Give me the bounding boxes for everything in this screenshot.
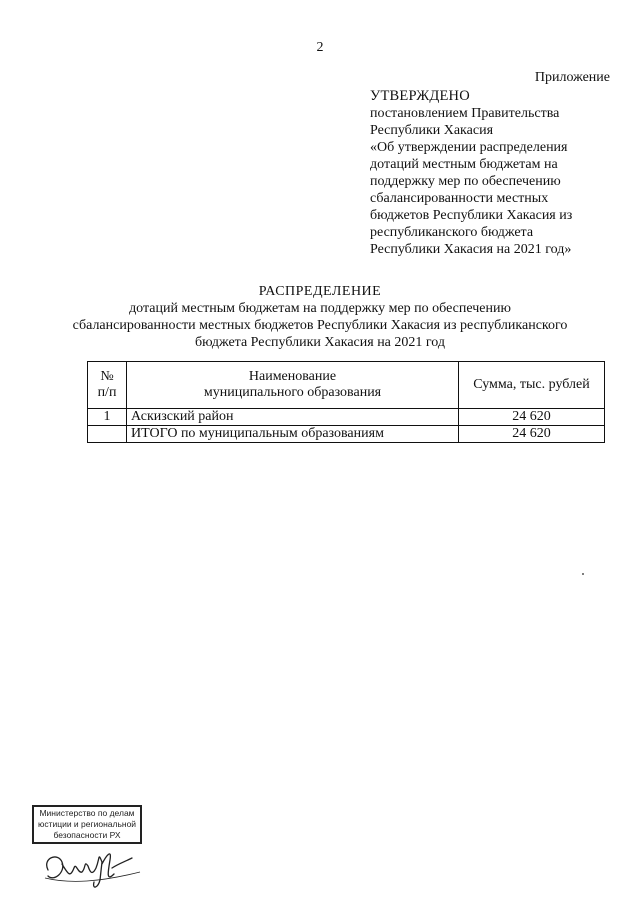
approval-heading: УТВЕРЖДЕНО bbox=[370, 88, 470, 104]
header-name-line: муниципального образования bbox=[203, 385, 382, 400]
header-number-line: п/п bbox=[97, 385, 117, 400]
title-line: сбалансированности местных бюджетов Республики Хакасия из республиканского bbox=[72, 318, 568, 333]
total-number-cell bbox=[88, 426, 127, 443]
scan-speck bbox=[582, 573, 584, 575]
table-header-row bbox=[88, 362, 605, 409]
row-sum: 24 620 bbox=[459, 409, 605, 426]
approval-line: дотаций местным бюджетам на bbox=[370, 157, 558, 172]
stamp-line: Министерство по делам bbox=[39, 808, 135, 818]
header-number-line: № bbox=[100, 369, 114, 384]
header-name bbox=[127, 362, 459, 409]
header-number bbox=[88, 362, 127, 409]
title-line: дотаций местным бюджетам на поддержку мер по обеспечению bbox=[129, 301, 511, 316]
row-name: Аскизский район bbox=[127, 409, 459, 426]
document-title bbox=[0, 283, 640, 351]
approval-block bbox=[370, 88, 610, 258]
appendix-label: Приложение bbox=[534, 70, 610, 85]
approval-line: республиканского бюджета bbox=[370, 225, 534, 240]
title-line: бюджета Республики Хакасия на 2021 год bbox=[194, 335, 446, 350]
approval-line: бюджетов Республики Хакасия из bbox=[370, 208, 573, 223]
header-name-line: Наименование bbox=[248, 369, 337, 384]
approval-line: постановлением Правительства bbox=[370, 106, 560, 121]
stamp-line: юстиции и региональной bbox=[37, 819, 137, 829]
header-sum: Сумма, тыс. рублей bbox=[459, 362, 605, 409]
total-label: ИТОГО по муниципальным образованиям bbox=[127, 426, 459, 443]
row-number: 1 bbox=[88, 409, 127, 426]
handwritten-signature bbox=[40, 838, 150, 893]
total-sum: 24 620 bbox=[459, 426, 605, 443]
page-number: 2 bbox=[316, 40, 324, 55]
stamp-line: безопасности РХ bbox=[53, 830, 121, 840]
approval-line: Республики Хакасия на 2021 год» bbox=[370, 242, 572, 257]
approval-line: Республики Хакасия bbox=[370, 123, 494, 138]
approval-line: «Об утверждении распределения bbox=[370, 140, 568, 155]
approval-line: сбалансированности местных bbox=[370, 191, 549, 206]
distribution-table bbox=[87, 361, 605, 443]
table-total-row bbox=[88, 426, 605, 443]
approval-line: поддержку мер по обеспечению bbox=[370, 174, 561, 189]
title-heading: РАСПРЕДЕЛЕНИЕ bbox=[258, 284, 382, 299]
table-row bbox=[88, 409, 605, 426]
